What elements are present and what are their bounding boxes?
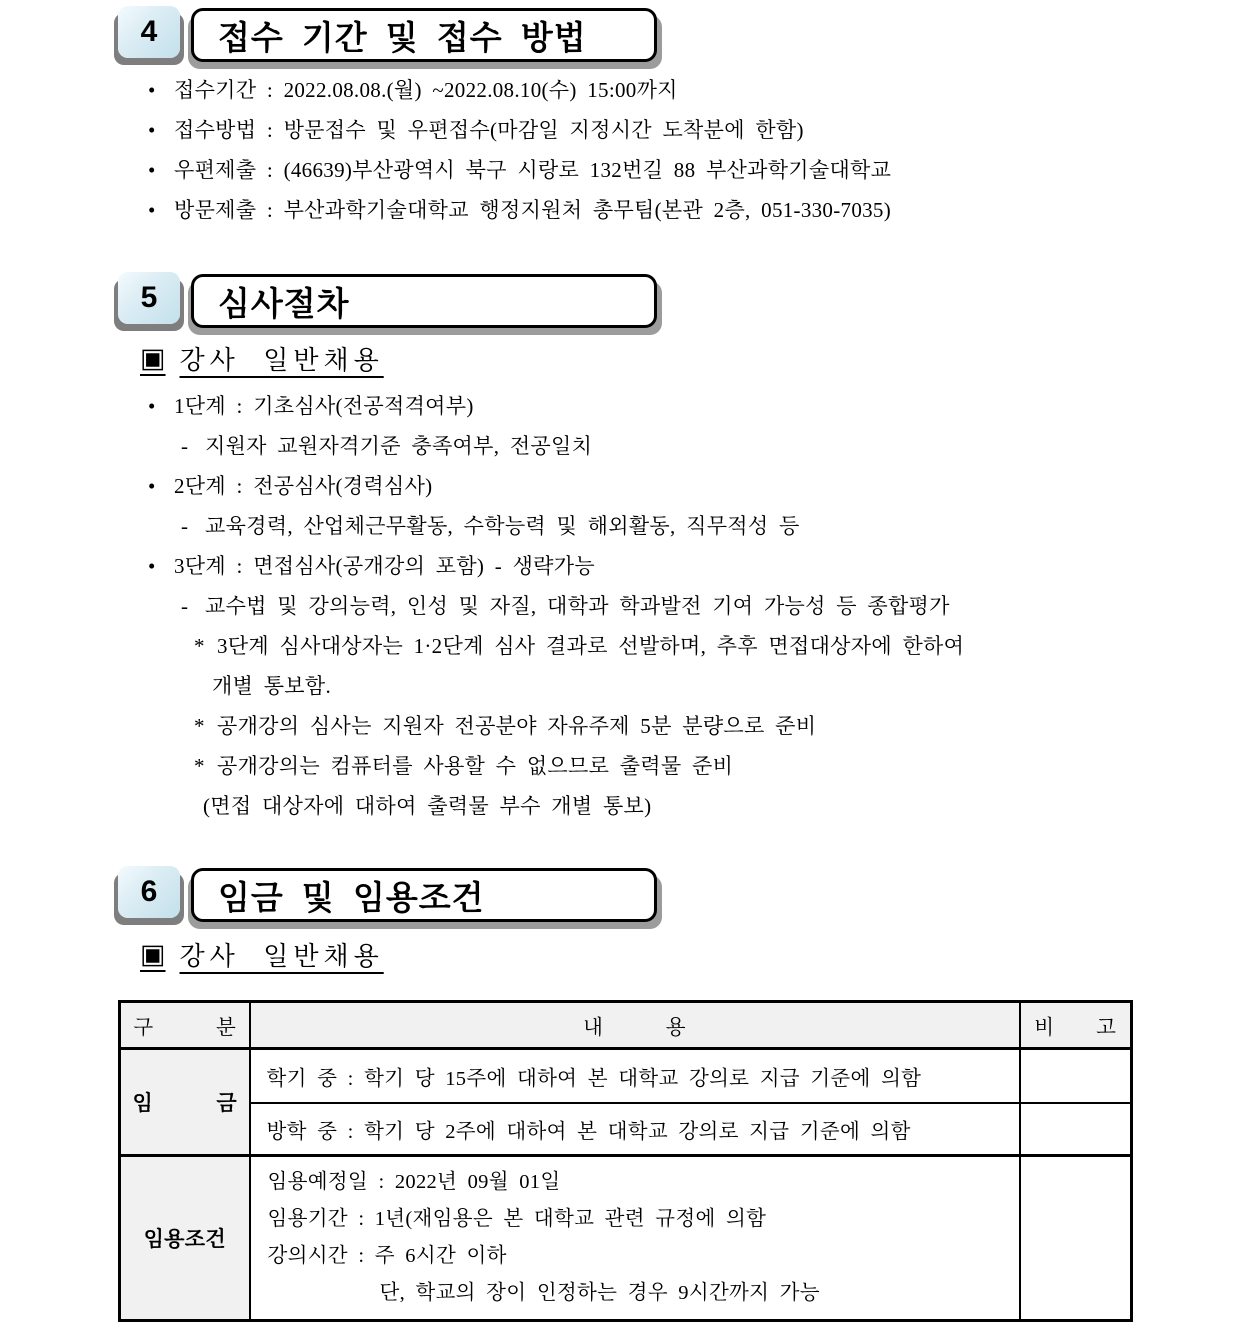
list-item xyxy=(148,546,964,586)
list-item xyxy=(148,150,891,190)
terms-line: 강의시간 : 주 6시간 이하 xyxy=(267,1245,507,1267)
terms-line: 임용예정일 : 2022년 09월 01일 xyxy=(267,1171,561,1193)
section-4-number-badge xyxy=(118,6,180,58)
section-4-bullet-list xyxy=(148,70,891,230)
list-item-text: (면접 대상자에 대하여 출력물 부수 개별 통보) xyxy=(203,794,652,818)
square-marker-icon: ▣ xyxy=(140,343,166,373)
dash-icon: - xyxy=(181,434,189,458)
section-6-title-box xyxy=(191,868,657,922)
remark-cell xyxy=(1020,1049,1132,1103)
list-item xyxy=(148,70,891,110)
subheading-text: 강사 일반채용 xyxy=(179,942,384,971)
list-item xyxy=(181,586,964,626)
table-row xyxy=(120,1156,1132,1321)
wage-vacation-cell: 방학 중 : 학기 당 2주에 대하여 본 대학교 강의로 지급 기준에 의함 xyxy=(250,1103,1020,1156)
section-5-title-box xyxy=(191,274,657,328)
list-item-text: 우편제출 : (46639)부산광역시 북구 시랑로 132번길 88 부산과학기술대학교 xyxy=(174,158,892,182)
section-5-number-badge xyxy=(118,272,180,324)
subheading-text: 강사 일반채용 xyxy=(179,346,384,375)
terms-label-cell: 임용조건 xyxy=(120,1156,250,1321)
header-category: 구 분 xyxy=(120,1002,250,1049)
terms-line: 임용기간 : 1년(재임용은 본 대학교 관련 규정에 의함 xyxy=(267,1208,767,1230)
bullet-icon: • xyxy=(148,554,156,578)
terms-content-cell xyxy=(250,1156,1020,1321)
section-5-subheading xyxy=(140,340,384,377)
list-item-text: 방문제출 : 부산과학기술대학교 행정지원처 총무팀(본관 2층, 051-330-7035) xyxy=(174,198,892,222)
terms-line: 단, 학교의 장이 인정하는 경우 9시간까지 가능 xyxy=(379,1282,820,1304)
section-6-number: 6 xyxy=(140,875,158,908)
list-item-text: 개별 통보함. xyxy=(212,674,332,698)
list-item-text: 공개강의 심사는 지원자 전공분야 자유주제 5분 분량으로 준비 xyxy=(217,714,817,738)
section-5-title: 심사절차 xyxy=(218,284,350,322)
section-4-number: 4 xyxy=(140,15,158,48)
list-item-text: 교육경력, 산업체근무활동, 수학능력 및 해외활동, 직무적성 등 xyxy=(205,514,800,538)
remark-cell xyxy=(1020,1156,1132,1321)
list-item-text: 1단계 : 기초심사(전공적격여부) xyxy=(174,394,474,418)
list-item-text: 교수법 및 강의능력, 인성 및 자질, 대학과 학과발전 기여 가능성 등 종합평가 xyxy=(205,594,950,618)
list-item xyxy=(148,466,964,506)
list-item-text: 3단계 심사대상자는 1·2단계 심사 결과로 선발하며, 추후 면접대상자에 한하여 xyxy=(217,634,965,658)
section-6-number-badge xyxy=(118,866,180,918)
section-5-header xyxy=(118,272,657,328)
dash-icon: - xyxy=(181,594,189,618)
wage-label-cell: 임 금 xyxy=(120,1049,250,1156)
list-item-text: 지원자 교원자격기준 충족여부, 전공일치 xyxy=(205,434,593,458)
list-item xyxy=(203,786,964,826)
section-6-subheading xyxy=(140,936,384,973)
section-5-number: 5 xyxy=(140,281,158,314)
list-item-text: 2단계 : 전공심사(경력심사) xyxy=(174,474,433,498)
list-item-text: 접수방법 : 방문접수 및 우편접수(마감일 지정시간 도착분에 한함) xyxy=(174,118,804,142)
remark-cell xyxy=(1020,1103,1132,1156)
bullet-icon: • xyxy=(148,474,156,498)
employment-conditions-table xyxy=(118,1000,1133,1322)
asterisk-icon: * xyxy=(194,754,205,778)
list-item xyxy=(194,746,964,786)
section-6-header xyxy=(118,866,657,922)
square-marker-icon: ▣ xyxy=(140,939,166,969)
list-item-text: 접수기간 : 2022.08.08.(월) ~2022.08.10(수) 15:00까지 xyxy=(174,78,678,102)
section-4-title-box xyxy=(191,8,657,62)
asterisk-icon: * xyxy=(194,714,205,738)
table-header-row xyxy=(120,1002,1132,1049)
section-6-title: 임금 및 임용조건 xyxy=(218,878,485,916)
list-item xyxy=(181,426,964,466)
list-item-text: 3단계 : 면접심사(공개강의 포함) - 생략가능 xyxy=(174,554,595,578)
table-row xyxy=(120,1103,1132,1156)
dash-icon: - xyxy=(181,514,189,538)
list-item xyxy=(148,386,964,426)
bullet-icon: • xyxy=(148,118,156,142)
list-item xyxy=(181,506,964,546)
list-item-text: 공개강의는 컴퓨터를 사용할 수 없으므로 출력물 준비 xyxy=(217,754,734,778)
list-item xyxy=(212,666,964,706)
list-item xyxy=(194,626,964,666)
header-remark: 비 고 xyxy=(1020,1002,1132,1049)
bullet-icon: • xyxy=(148,78,156,102)
wage-semester-cell: 학기 중 : 학기 당 15주에 대하여 본 대학교 강의로 지급 기준에 의함 xyxy=(250,1049,1020,1103)
list-item xyxy=(148,110,891,150)
asterisk-icon: * xyxy=(194,634,205,658)
section-5-bullet-list xyxy=(148,386,964,826)
header-content: 내 용 xyxy=(250,1002,1020,1049)
bullet-icon: • xyxy=(148,394,156,418)
section-4-header xyxy=(118,6,657,62)
table-row xyxy=(120,1049,1132,1103)
list-item xyxy=(194,706,964,746)
bullet-icon: • xyxy=(148,198,156,222)
section-4-title: 접수 기간 및 접수 방법 xyxy=(218,18,587,56)
list-item xyxy=(148,190,891,230)
bullet-icon: • xyxy=(148,158,156,182)
